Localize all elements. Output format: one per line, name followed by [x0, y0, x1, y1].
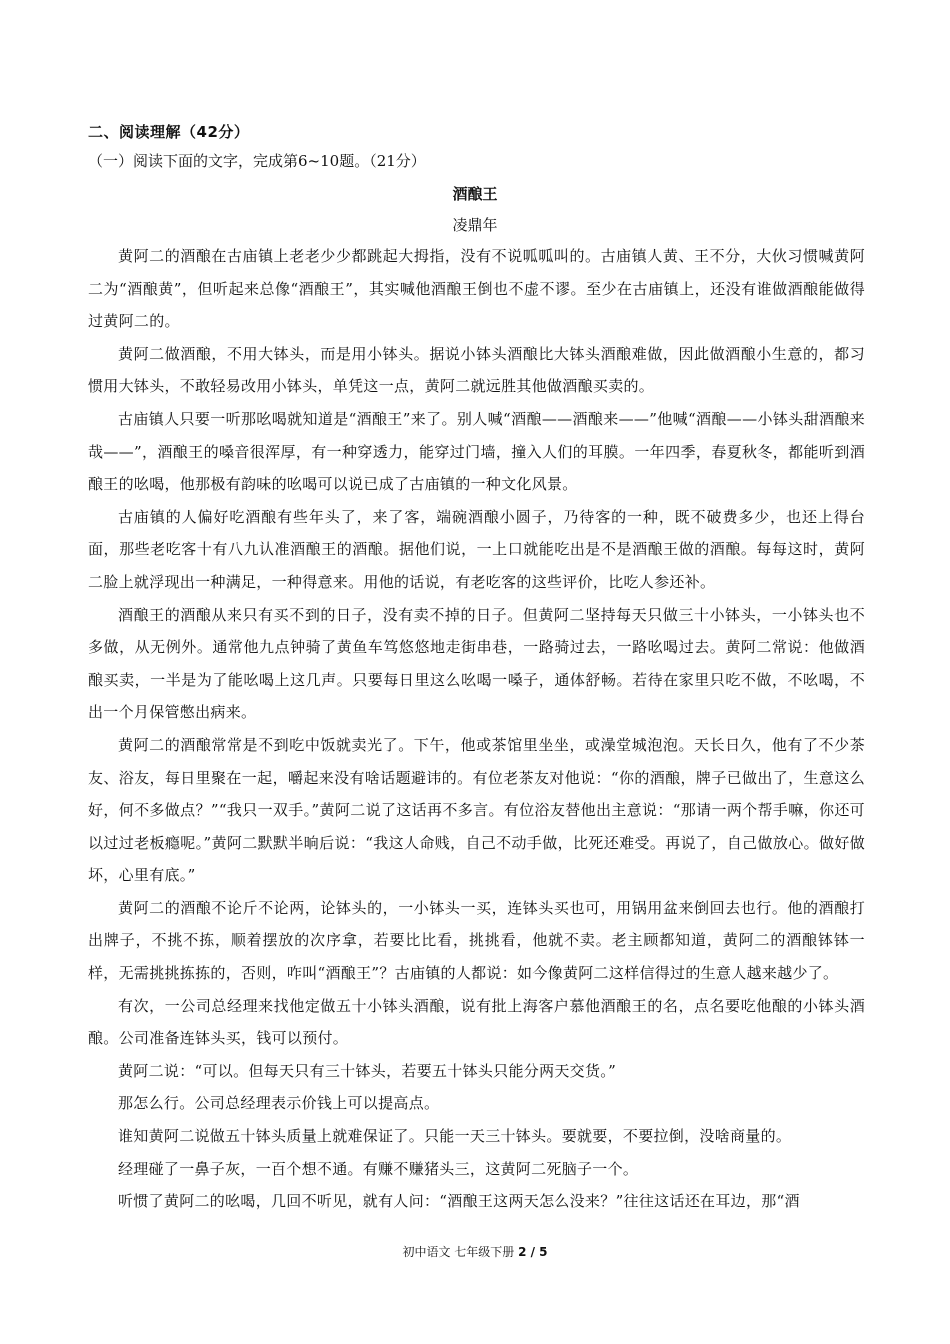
paragraph: 黄阿二的酒酿不论斤不论两，论钵头的，一小钵头一买，连钵头买也可，用锅用盆来倒回去也行。他的酒酿打出牌子，不挑不拣，顺着摆放的次序拿，若要比比看，挑挑看，他就不卖。老主顾都知道，黄阿二的酒酿钵钵一样，无需挑挑拣拣的，否则，咋叫“酒酿王”？古庙镇的人都说：如今像黄阿二这样信得过的生意人越来越少了。	[88, 898, 865, 983]
section-title: 二、阅读理解（42分）	[88, 123, 250, 141]
paragraph: 黄阿二做酒酿，不用大钵头，而是用小钵头。据说小钵头酒酿比大钵头酒酿难做，因此做酒酿小生意的，都习惯用大钵头，不敢轻易改用小钵头，单凭这一点，黄阿二就远胜其他做酒酿买卖的。	[88, 344, 865, 396]
paragraph: 谁知黄阿二说做五十钵头质量上就难保证了。只能一天三十钵头。要就要，不要拉倒，没啥商量的。	[118, 1127, 792, 1146]
paragraph: 那怎么行。公司总经理表示价钱上可以提高点。	[118, 1094, 440, 1113]
paragraph: 古庙镇人只要一听那吆喝就知道是“酒酿王”来了。别人喊“酒酿——酒酿来——”他喊“酒酿——小钵头甜酒酿来哉——”，酒酿王的嗓音很浑厚，有一种穿透力，能穿过门墙，撞入人们的耳膜。一年四季，春夏秋冬，都能听到酒酿王的吆喝，他那极有韵味的吆喝可以说已成了古庙镇的一种文化风景。	[88, 409, 865, 494]
footer-text: 初中语文 七年级下册	[402, 1245, 519, 1259]
paragraph: 黄阿二的酒酿常常是不到吃中饭就卖光了。下午，他或茶馆里坐坐，或澡堂城泡泡。天长日久，他有了不少茶友、浴友，每日里聚在一起，嚼起来没有啥话题避讳的。有位老茶友对他说：“你的酒酿，牌子已做出了，生意这么好，何不多做点？”“我只一双手。”黄阿二说了这话再不多言。有位浴友替他出主意说：“那请一两个帮手嘛，你还可以过过老板瘾呢。”黄阿二默默半晌后说：“我这人命贱，自己不动手做，比死还难受。再说了，自己做放心。做好做坏，心里有底。”	[88, 735, 865, 885]
story-author: 凌鼎年	[452, 216, 498, 234]
question-instruction: （一）阅读下面的文字，完成第6~10题。（21分）	[88, 152, 426, 170]
story-title: 酒酿王	[452, 185, 498, 203]
paragraph: 古庙镇的人偏好吃酒酿有些年头了，来了客，端碗酒酿小圆子，乃待客的一种，既不破费多少，也还上得台面，那些老吃客十有八九认准酒酿王的酒酿。据他们说，一上口就能吃出是不是酒酿王做的酒酿。每每这时，黄阿二脸上就浮现出一种满足，一种得意来。用他的话说，有老吃客的这些评价，比吃人参还补。	[88, 507, 865, 591]
paragraph: 听惯了黄阿二的吆喝，几回不听见，就有人问：“酒酿王这两天怎么没来？”往往这话还在耳边，那“酒	[118, 1192, 800, 1211]
page-number: 2 / 5	[518, 1245, 548, 1259]
story-body	[88, 240, 865, 1218]
paragraph: 经理碰了一鼻子灰，一百个想不通。有赚不赚猪头三，这黄阿二死脑子一个。	[118, 1159, 639, 1178]
paragraph: 黄阿二的酒酿在古庙镇上老老少少都跳起大拇指，没有不说呱呱叫的。古庙镇人黄、王不分，大伙习惯喊黄阿二为“酒酿黄”，但听起来总像“酒酿王”，其实喊他酒酿王倒也不虚不谬。至少在古庙镇上，还没有谁做酒酿能做得过黄阿二的。	[88, 247, 865, 331]
page-footer	[0, 1243, 950, 1260]
paragraph: 有次，一公司总经理来找他定做五十小钵头酒酿，说有批上海客户慕他酒酿王的名，点名要吃他酿的小钵头酒酿。公司准备连钵头买，钱可以预付。	[88, 996, 865, 1048]
paragraph: 黄阿二说：“可以。但每天只有三十钵头，若要五十钵头只能分两天交货。”	[118, 1061, 617, 1080]
paragraph: 酒酿王的酒酿从来只有买不到的日子，没有卖不掉的日子。但黄阿二坚持每天只做三十小钵头，一小钵头也不多做，从无例外。通常他九点钟骑了黄鱼车笃悠悠地走街串巷，一路骑过去，一路吆喝过去。黄阿二常说：他做酒酿买卖，一半是为了能吆喝上这几声。只要每日里这么吆喝一嗓子，通体舒畅。若待在家里只吃不做，不吆喝，不出一个月保管憋出病来。	[88, 605, 865, 722]
